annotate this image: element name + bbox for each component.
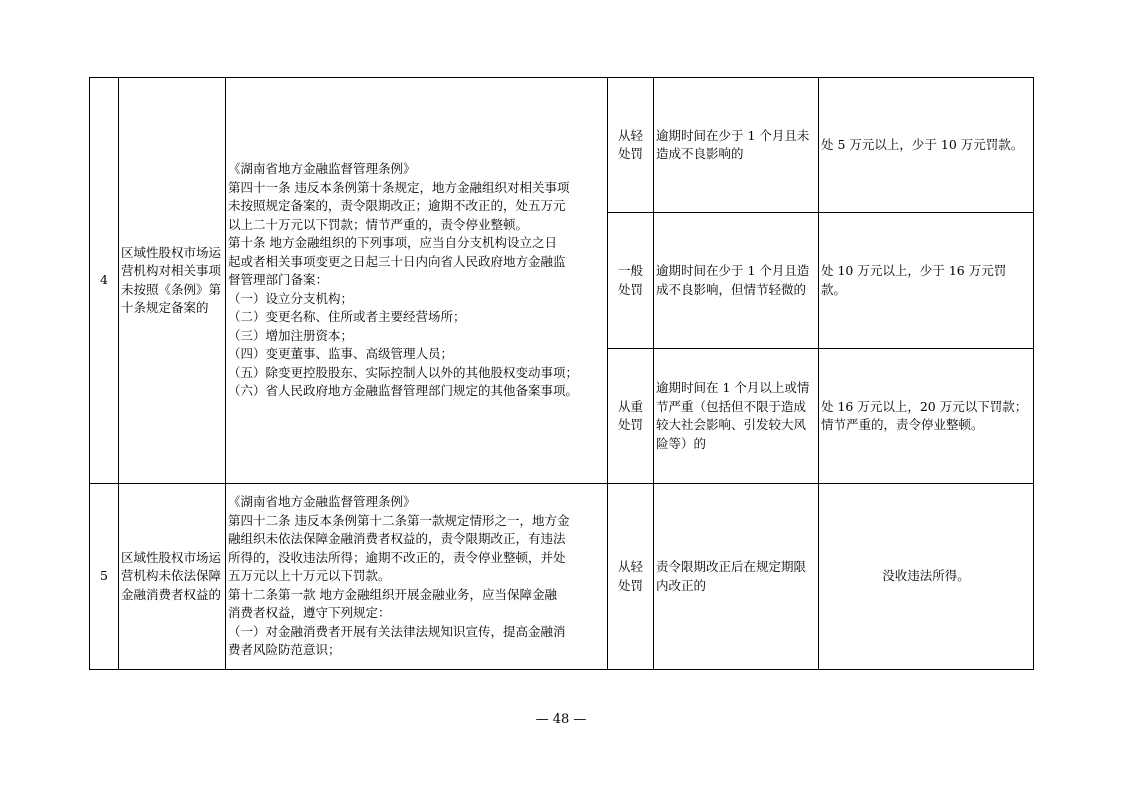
penalty-condition: 责令限期改正后在规定期限内改正的 <box>654 484 819 670</box>
basis-line: 《湖南省地方金融监督管理条例》 <box>228 161 416 177</box>
level-line: 从轻 <box>617 127 643 143</box>
penalty-condition: 逾期时间在少于 1 个月且未造成不良影响的 <box>654 78 819 213</box>
penalty-measure: 没收违法所得。 <box>819 484 1034 670</box>
page-number: — 48 — <box>535 712 587 727</box>
basis-line: 《湖南省地方金融监督管理条例》 <box>228 494 416 510</box>
penalty-level <box>608 213 654 349</box>
basis-line: 费者风险防范意识； <box>228 642 341 658</box>
penalty-condition: 逾期时间在少于 1 个月且造成不良影响，但情节轻微的 <box>654 213 819 349</box>
penalty-condition: 逾期时间在 1 个月以上或情节严重（包括但不限于造成较大社会影响、引发较大风险等）的 <box>654 349 819 484</box>
penalty-measure: 处 10 万元以上，少于 16 万元罚款。 <box>819 213 1034 349</box>
basis-line: 起或者相关事项变更之日起三十日内向省人民政府地方金融监 <box>228 253 566 269</box>
basis-line: 消费者权益，遵守下列规定： <box>228 605 391 621</box>
basis-line: 督管理部门备案： <box>228 272 329 288</box>
level-line: 处罚 <box>617 281 643 297</box>
row-number: 4 <box>90 78 119 484</box>
basis-line: 第四十二条 违反本条例第十二条第一款规定情形之一，地方金 <box>228 512 570 528</box>
level-line: 从重 <box>617 398 643 414</box>
penalty-measure: 处 16 万元以上，20 万元以下罚款；情节严重的，责令停业整顿。 <box>819 349 1034 484</box>
violation-description: 区域性股权市场运营机构对相关事项未按照《条例》第十条规定备案的 <box>119 78 226 484</box>
basis-line: （二）变更名称、住所或者主要经营场所； <box>228 309 466 325</box>
level-line: 从轻 <box>617 559 643 574</box>
penalty-table <box>89 77 1034 670</box>
basis-line: 第十条 地方金融组织的下列事项，应当自分支机构设立之日 <box>228 235 557 251</box>
level-line: 一般 <box>617 263 643 278</box>
penalty-level <box>608 484 654 670</box>
basis-line: 所得的，没收违法所得；逾期不改正的，责令停业整顿，并处 <box>228 549 566 565</box>
basis-line: （一）设立分支机构； <box>228 290 354 306</box>
level-line: 处罚 <box>617 417 643 432</box>
penalty-level <box>608 78 654 213</box>
legal-basis <box>226 78 608 484</box>
basis-line: （一）对金融消费者开展有关法律法规知识宣传，提高金融消 <box>228 623 566 639</box>
violation-description: 区域性股权市场运营机构未依法保障金融消费者权益的 <box>119 484 226 670</box>
basis-line: （五）除变更控股股东、实际控制人以外的其他股权变动事项； <box>228 364 579 380</box>
basis-line: （六）省人民政府地方金融监督管理部门规定的其他备案事项。 <box>228 383 579 399</box>
level-line: 处罚 <box>617 146 643 161</box>
basis-line: 融组织未依法保障金融消费者权益的，责令限期改正，有违法 <box>228 531 566 547</box>
basis-line: 第十二条第一款 地方金融组织开展金融业务，应当保障金融 <box>228 586 557 602</box>
basis-line: （三）增加注册资本； <box>228 327 354 343</box>
table-row <box>90 484 1034 670</box>
basis-line: （四）变更董事、监事、高级管理人员； <box>228 346 454 362</box>
basis-line: 五万元以上十万元以下罚款。 <box>228 568 391 584</box>
level-line: 处罚 <box>617 577 643 593</box>
legal-basis <box>226 484 608 670</box>
table-row <box>90 78 1034 213</box>
basis-line: 以上二十万元以下罚款；情节严重的，责令停业整顿。 <box>228 216 529 232</box>
penalty-measure: 处 5 万元以上，少于 10 万元罚款。 <box>819 78 1034 213</box>
basis-line: 第四十一条 违反本条例第十条规定，地方金融组织对相关事项 <box>228 179 570 195</box>
penalty-level <box>608 349 654 484</box>
basis-line: 未按照规定备案的，责令限期改正；逾期不改正的，处五万元 <box>228 198 566 214</box>
row-number: 5 <box>90 484 119 670</box>
